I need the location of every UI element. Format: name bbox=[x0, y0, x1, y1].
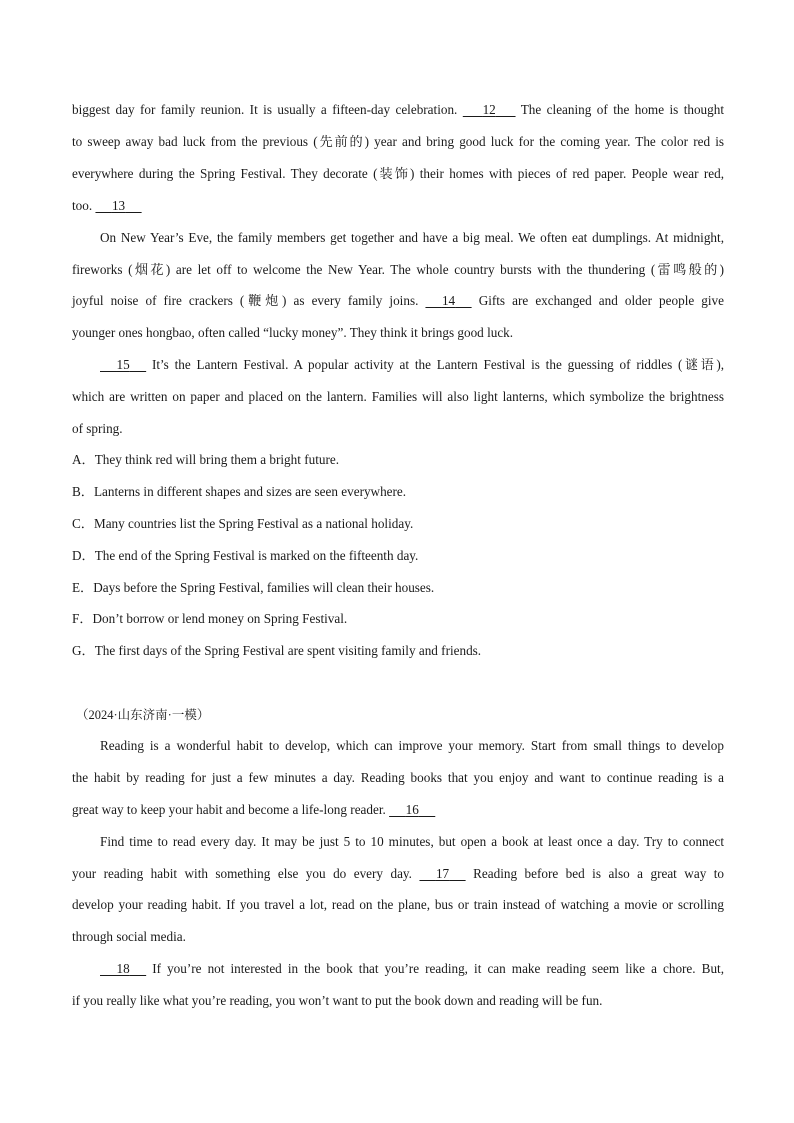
option-f: F．Don’t borrow or lend money on Spring Festival. bbox=[72, 611, 348, 626]
blank-16: 16 bbox=[405, 802, 419, 817]
passage1-p2-line4: younger ones hongbao, often called “lucky money”. They think it brings good luck. bbox=[72, 325, 514, 340]
option-c: C．Many countries list the Spring Festival as a national holiday. bbox=[72, 516, 414, 531]
passage1-p3-line2: which are written on paper and placed on the lantern. Families will also light lanterns, which symbolize the brightness bbox=[72, 389, 724, 404]
passage2-source: （2024·山东济南·一模） bbox=[76, 708, 210, 722]
option-a: A．They think red will bring them a bright future. bbox=[72, 452, 339, 467]
passage2-p1-line1: Reading is a wonderful habit to develop, which can improve your memory. Start from small things to develop bbox=[100, 738, 724, 753]
option-b: B．Lanterns in different shapes and sizes are seen everywhere. bbox=[72, 484, 407, 499]
passage1-p1-line2: to sweep away bad luck from the previous (先前的) year and bring good luck for the coming year. The color red is bbox=[72, 134, 724, 149]
passage2-p1-line2: the habit by reading for just a few minutes a day. Reading books that you enjoy and want to continue reading is a bbox=[72, 770, 724, 785]
passage1-p2-line1: On New Year’s Eve, the family members get together and have a big meal. We often eat dumplings. At midnight, bbox=[100, 230, 724, 245]
passage2-p2-line4: through social media. bbox=[72, 929, 186, 944]
blank-17: 17 bbox=[435, 866, 450, 881]
blank-15: 15 bbox=[116, 357, 130, 372]
passage1-p1-line4: too. 13 bbox=[72, 196, 724, 216]
option-d: D．The end of the Spring Festival is marked on the fifteenth day. bbox=[72, 548, 419, 563]
blank-13: 13 bbox=[111, 198, 126, 213]
passage1-p2-line2: fireworks (烟花) are let off to welcome the New Year. The whole country bursts with the thundering (雷鸣般的) bbox=[72, 262, 724, 277]
passage1-p1-line1: biggest day for family reunion. It is usually a fifteen-day celebration. 12 The cleaning of the home is thought bbox=[72, 100, 724, 120]
blank-14: 14 bbox=[441, 293, 456, 308]
passage1-p3-line3: of spring. bbox=[72, 421, 123, 436]
option-g: G．The first days of the Spring Festival are spent visiting family and friends. bbox=[72, 643, 482, 658]
passage1-p1-line3: everywhere during the Spring Festival. They decorate (装饰) their homes with pieces of red paper. People wear red, bbox=[72, 166, 724, 181]
passage2-p1-line3: great way to keep your habit and become a life-long reader. 16 bbox=[72, 800, 724, 820]
passage2-p2-line1: Find time to read every day. It may be just 5 to 10 minutes, but open a book at least once a day. Try to connect bbox=[100, 834, 724, 849]
passage2-p2-line2: your reading habit with something else you do every day. 17 Reading before bed is also a great way to bbox=[72, 864, 724, 884]
passage2-p3-line1: 18 If you’re not interested in the book that you’re reading, it can make reading seem like a chore. But, bbox=[100, 959, 724, 979]
passage1-p3-line1: 15 It’s the Lantern Festival. A popular activity at the Lantern Festival is the guessing of riddles (谜语), bbox=[100, 355, 724, 375]
blank-12: 12 bbox=[482, 102, 496, 117]
blank-18: 18 bbox=[116, 961, 130, 976]
option-e: E．Days before the Spring Festival, families will clean their houses. bbox=[72, 580, 435, 595]
passage2-p3-line2: if you really like what you’re reading, you won’t want to put the book down and reading will be fun. bbox=[72, 993, 603, 1008]
passage2-p2-line3: develop your reading habit. If you travel a lot, read on the plane, bus or train instead of watching a movie or scrolling bbox=[72, 897, 724, 912]
passage1-p2-line3: joyful noise of fire crackers (鞭炮) as every family joins. 14 Gifts are exchanged and older people give bbox=[72, 291, 724, 311]
